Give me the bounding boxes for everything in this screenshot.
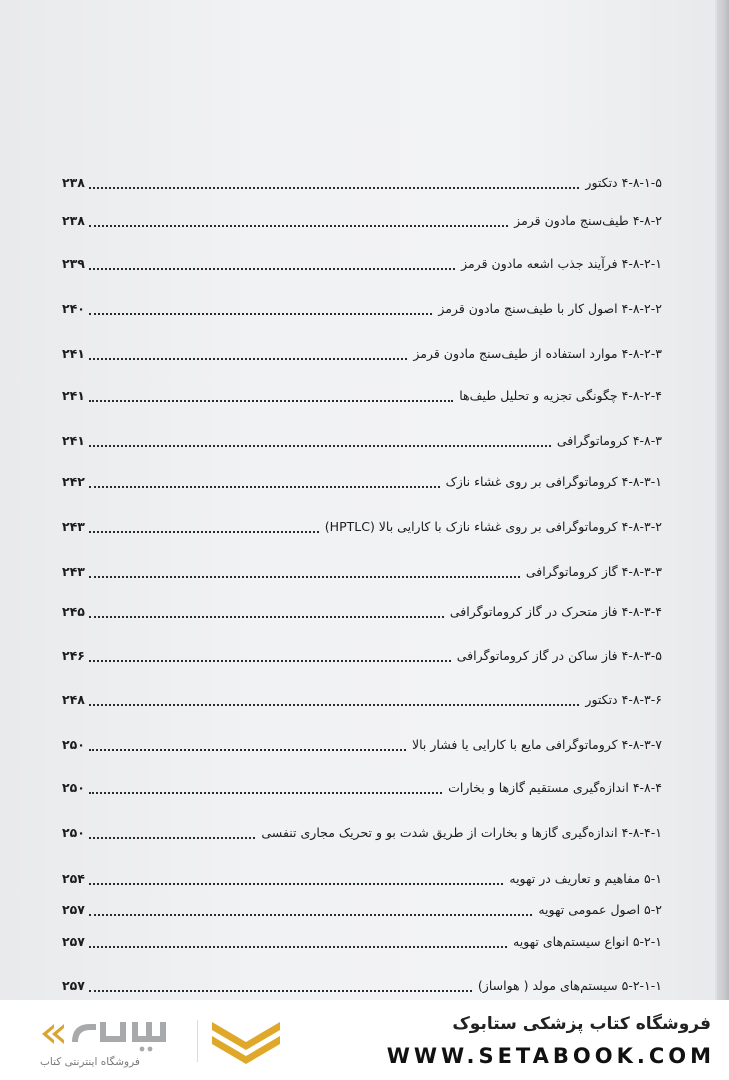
toc-entry-title: ۴-۸-۳-۳ گاز کروماتوگرافی: [525, 564, 662, 579]
toc-page-number: ۲۴۶: [62, 648, 85, 663]
toc-entry: [62, 601, 662, 623]
toc-page-number: ۲۴۱: [62, 433, 85, 448]
toc-page-number: ۲۵۰: [62, 737, 85, 752]
toc-entry-title: ۴-۸-۲ طیف‌سنج مادون قرمز: [514, 213, 662, 228]
toc-dot-leader: [89, 358, 407, 360]
toc-entry: [62, 931, 662, 953]
toc-entry-title: ۴-۸-۱-۵ دتکتور: [585, 175, 662, 190]
toc-entry: [62, 822, 662, 844]
toc-entry: [62, 899, 662, 921]
toc-page-number: ۲۵۷: [62, 902, 85, 917]
toc-page-number: ۲۵۰: [62, 825, 85, 840]
toc-entry-title: ۴-۸-۲-۳ موارد استفاده از طیف‌سنج مادون قرمز: [413, 346, 662, 361]
toc-page-number: ۲۳۸: [62, 213, 85, 228]
store-footer: [0, 1000, 729, 1080]
toc-page-number: ۲۳۸: [62, 175, 85, 190]
toc-page-number: ۲۴۱: [62, 388, 85, 403]
toc-page-number: ۲۴۲: [62, 474, 85, 489]
toc-entry: [62, 471, 662, 493]
toc-page-number: ۲۵۴: [62, 871, 85, 886]
footer-divider: [197, 1020, 198, 1062]
toc-dot-leader: [89, 946, 507, 948]
toc-entry-title: ۴-۸-۳-۴ فاز متحرک در گاز کروماتوگرافی: [449, 604, 662, 619]
logo-wordmark-icon: [38, 1012, 188, 1056]
store-name: فروشگاه کتاب پزشکی ستابوک: [452, 1014, 711, 1034]
toc-entry: [62, 734, 662, 756]
toc-dot-leader: [89, 225, 508, 227]
store-url-link[interactable]: WWW.SETABOOK.COM: [386, 1044, 715, 1068]
toc-entry: [62, 645, 662, 667]
toc-dot-leader: [89, 445, 551, 447]
toc-dot-leader: [89, 749, 406, 751]
toc-entry: [62, 253, 662, 275]
toc-dot-leader: [89, 187, 579, 189]
toc-entry: [62, 975, 662, 997]
toc-entry-title: ۴-۸-۳ کروماتوگرافی: [556, 433, 662, 448]
toc-page-number: ۲۵۷: [62, 934, 85, 949]
chevron-logo-icon: [210, 1018, 282, 1070]
toc-page-number: ۲۴۳: [62, 564, 85, 579]
toc-entry-title: ۴-۸-۳-۵ فاز ساکن در گاز کروماتوگرافی: [456, 648, 662, 663]
setabook-logo[interactable]: [38, 1012, 188, 1060]
toc-dot-leader: [89, 704, 579, 706]
toc-dot-leader: [89, 792, 442, 794]
toc-entry: [62, 689, 662, 711]
toc-entry-title: ۵-۲ اصول عمومی تهویه: [538, 902, 662, 917]
toc-entry-title: ۵-۲-۱-۱ سیستم‌های مولد ( هواساز): [477, 978, 662, 993]
toc-page-number: ۲۴۵: [62, 604, 85, 619]
logo-tagline: فروشگاه اینترنتی کتاب: [40, 1056, 140, 1068]
toc-dot-leader: [89, 914, 532, 916]
toc-entry: [62, 777, 662, 799]
toc-entry: [62, 561, 662, 583]
toc-entry: [62, 210, 662, 232]
page-edge-highlight: [715, 0, 717, 1000]
toc-page-number: ۲۴۱: [62, 346, 85, 361]
toc-entry: [62, 172, 662, 194]
toc-page-number: ۲۵۰: [62, 780, 85, 795]
toc-entry-title: ۴-۸-۲-۲ اصول کار با طیف‌سنج مادون قرمز: [438, 301, 662, 316]
toc-entry-title: ۴-۸-۳-۱ کروماتوگرافی بر روی غشاء نازک: [445, 474, 662, 489]
toc-dot-leader: [89, 400, 453, 402]
toc-dot-leader: [89, 576, 520, 578]
toc-entry: [62, 430, 662, 452]
toc-entry-title: ۵-۲-۱ انواع سیستم‌های تهویه: [513, 934, 662, 949]
toc-dot-leader: [89, 990, 472, 992]
toc-entry: [62, 868, 662, 890]
toc-page-number: ۲۴۰: [62, 301, 85, 316]
page-edge: [717, 0, 729, 1000]
toc-entry: [62, 343, 662, 365]
toc-entry: [62, 298, 662, 320]
toc-entry-title: ۴-۸-۲-۱ فرآیند جذب اشعه مادون قرمز: [461, 256, 662, 271]
toc-entry: [62, 385, 662, 407]
toc-dot-leader: [89, 660, 451, 662]
toc-dot-leader: [89, 616, 444, 618]
toc-dot-leader: [89, 313, 432, 315]
toc-entry: [62, 516, 662, 538]
toc-dot-leader: [89, 486, 440, 488]
toc-entry-title: ۴-۸-۳-۲ کروماتوگرافی بر روی غشاء نازک با کارایی بالا (HPTLC): [324, 519, 662, 534]
toc-entry-title: ۴-۸-۴-۱ اندازه‌گیری گازها و بخارات از طریق شدت بو و تحریک مجاری تنفسی: [261, 825, 662, 840]
toc-entry-title: ۴-۸-۳-۶ دتکتور: [585, 692, 662, 707]
toc-page-number: ۲۵۷: [62, 978, 85, 993]
toc-page-number: ۲۳۹: [62, 256, 85, 271]
toc-entry-title: ۴-۸-۲-۴ چگونگی تجزیه و تحلیل طیف‌ها: [459, 388, 662, 403]
toc-entry-title: ۴-۸-۳-۷ کروماتوگرافی مایع با کارایی یا فشار بالا: [411, 737, 662, 752]
toc-dot-leader: [89, 837, 255, 839]
toc-page-number: ۲۴۳: [62, 519, 85, 534]
toc-dot-leader: [89, 268, 455, 270]
toc-entry-title: ۴-۸-۴ اندازه‌گیری مستقیم گازها و بخارات: [448, 780, 662, 795]
toc-dot-leader: [89, 883, 503, 885]
toc-page-number: ۲۴۸: [62, 692, 85, 707]
toc-dot-leader: [89, 531, 319, 533]
toc-entry-title: ۵-۱ مفاهیم و تعاریف در تهویه: [509, 871, 662, 886]
